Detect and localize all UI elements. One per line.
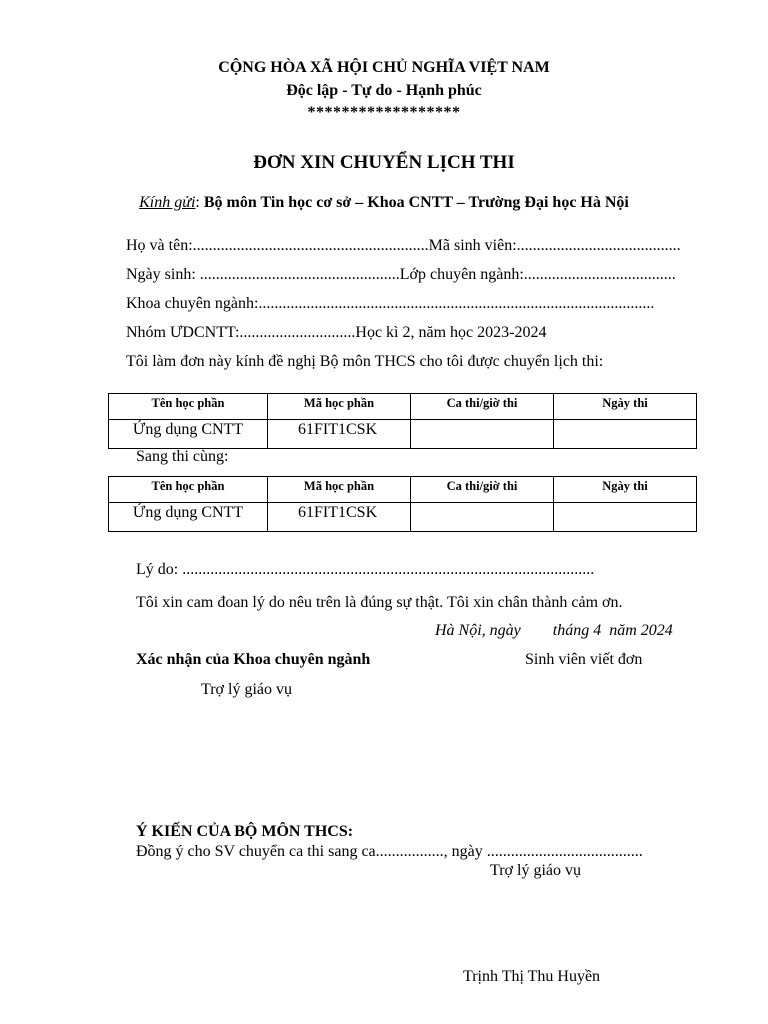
recipient-colon: : <box>195 194 204 211</box>
header-stars: ****************** <box>307 104 461 121</box>
header-course-code: Mã học phần <box>268 477 411 503</box>
new-exam-table <box>108 476 697 532</box>
recipient-line <box>0 194 768 212</box>
header-exam-slot: Ca thi/giờ thi <box>411 477 554 503</box>
department-assistant-label: Trợ lý giáo vụ <box>490 862 581 879</box>
faculty-field-line: Khoa chuyên ngành:................................................................................................... <box>126 295 655 312</box>
cell-course-code: 61FIT1CSK <box>268 420 411 449</box>
cell-exam-slot[interactable] <box>411 503 554 532</box>
faculty-confirmation-label: Xác nhận của Khoa chuyên ngành <box>136 651 371 668</box>
department-opinion-heading: Ý KIẾN CỦA BỘ MÔN THCS: <box>136 823 354 840</box>
recipient-value: Bộ môn Tin học cơ sở – Khoa CNTT – Trường Đại học Hà Nội <box>203 194 629 211</box>
cell-course-name: Ứng dụng CNTT <box>109 420 268 449</box>
cell-exam-date[interactable] <box>554 420 697 449</box>
department-agree-line: Đồng ý cho SV chuyển ca thi sang ca................., ngày ....................................... <box>136 843 643 860</box>
header-exam-date: Ngày thi <box>554 394 697 420</box>
signer-name: Trịnh Thị Thu Huyền <box>463 968 601 985</box>
recipient-prefix: Kính gửi <box>139 194 196 211</box>
to-label: Sang thi cùng: <box>136 448 229 465</box>
header-exam-date: Ngày thi <box>554 477 697 503</box>
header-course-name: Tên học phần <box>109 394 268 420</box>
header-course-name: Tên học phần <box>109 477 268 503</box>
date-line: Hà Nội, ngày tháng 4 năm 2024 <box>435 622 673 639</box>
dob-field-line: Ngày sinh: ..................................................Lớp chuyên ngành:...................................... <box>126 266 676 283</box>
request-line: Tôi làm đơn này kính đề nghị Bộ môn THCS cho tôi được chuyển lịch thi: <box>126 353 604 370</box>
table-header-row <box>109 394 697 420</box>
header-exam-slot: Ca thi/giờ thi <box>411 394 554 420</box>
table-row <box>109 503 697 532</box>
reason-line: Lý do: ....................................................................................................... <box>136 561 595 578</box>
document-title: ĐƠN XIN CHUYỂN LỊCH THI <box>253 152 515 173</box>
commitment-text: Tôi xin cam đoan lý do nêu trên là đúng sự thật. Tôi xin chân thành cảm ơn. <box>136 594 623 611</box>
name-field-line: Họ và tên:...........................................................Mã sinh viên:......................................... <box>126 237 681 254</box>
national-title: CỘNG HÒA XÃ HỘI CHỦ NGHĨA VIỆT NAM <box>218 59 550 76</box>
table-header-row <box>109 477 697 503</box>
national-motto: Độc lập - Tự do - Hạnh phúc <box>286 82 482 99</box>
table-row <box>109 420 697 449</box>
cell-course-code: 61FIT1CSK <box>268 503 411 532</box>
student-signature-label: Sinh viên viết đơn <box>525 651 643 668</box>
cell-exam-slot[interactable] <box>411 420 554 449</box>
cell-exam-date[interactable] <box>554 503 697 532</box>
current-exam-table <box>108 393 697 449</box>
assistant-label-left: Trợ lý giáo vụ <box>201 681 292 698</box>
cell-course-name: Ứng dụng CNTT <box>109 503 268 532</box>
header-course-code: Mã học phần <box>268 394 411 420</box>
group-field-line: Nhóm ƯDCNTT:.............................Học kì 2, năm học 2023-2024 <box>126 324 547 341</box>
